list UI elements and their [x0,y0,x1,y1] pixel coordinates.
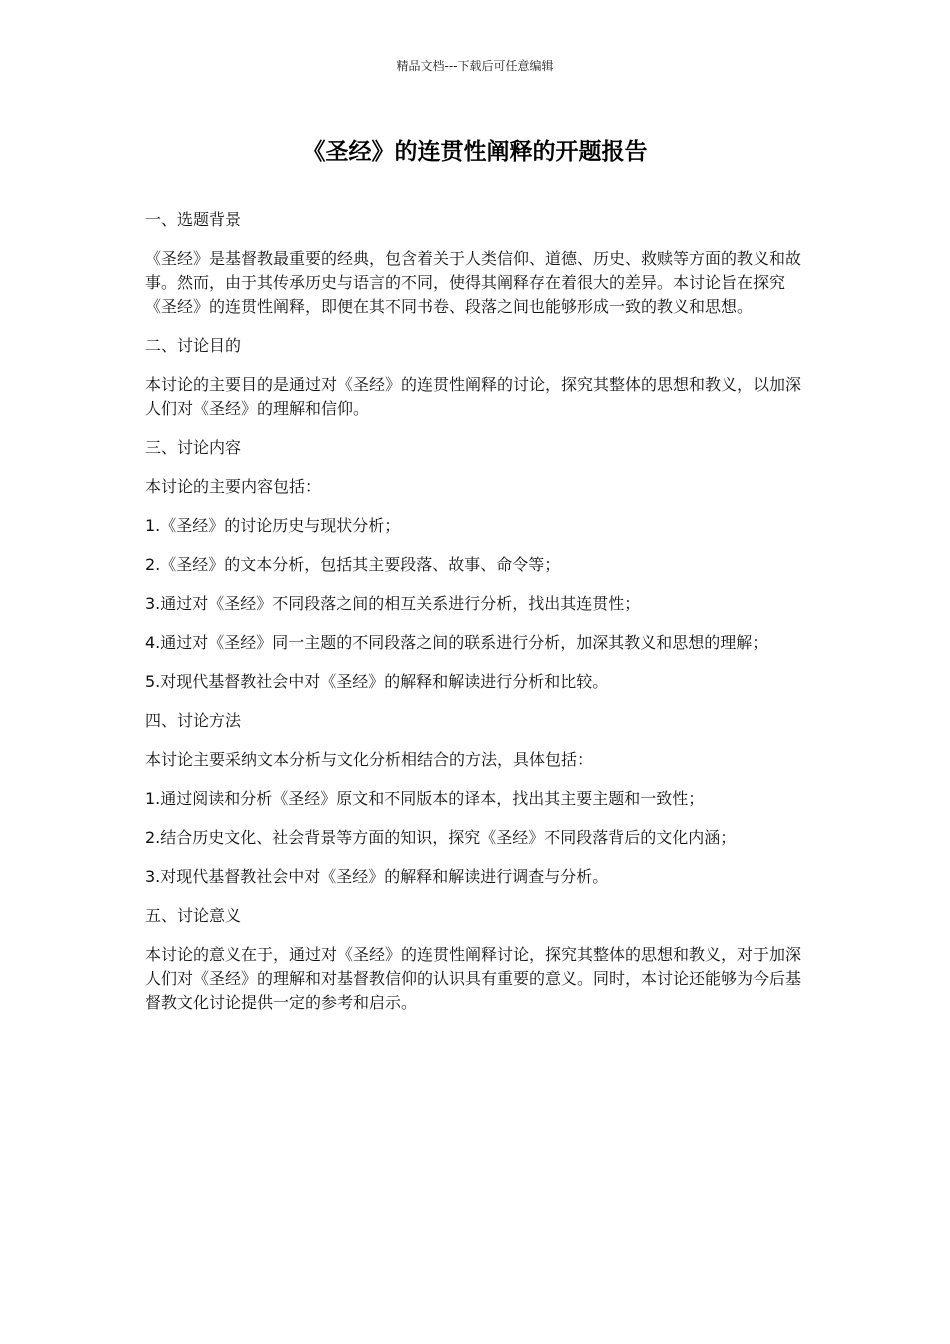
list-item: 1.《圣经》的讨论历史与现状分析； [145,516,401,535]
paragraph: 本讨论主要采纳文本分析与文化分析相结合的方法，具体包括： [145,750,594,769]
document-title: 《圣经》的连贯性阐释的开题报告 [302,139,648,165]
paragraph: 本讨论的意义在于，通过对《圣经》的连贯性阐释讨论，探究其整体的思想和教义，对于加深人们对《圣经》的理解和对基督教信仰的认识具有重要的意义。同时，本讨论还能够为今后基督教文化讨论提供一定的参考和启示。 [145,945,802,1012]
section-heading-content: 三、讨论内容 [145,438,242,457]
list-item: 5.对现代基督教社会中对《圣经》的解释和解读进行分析和比较。 [145,672,609,691]
header-note: 精品文档---下载后可任意编辑 [396,59,554,73]
list-item: 1.通过阅读和分析《圣经》原文和不同版本的译本，找出其主要主题和一致性； [145,789,705,808]
list-item: 4.通过对《圣经》同一主题的不同段落之间的联系进行分析，加深其教义和思想的理解； [145,633,769,652]
paragraph: 本讨论的主要目的是通过对《圣经》的连贯性阐释的讨论，探究其整体的思想和教义，以加深人们对《圣经》的理解和信仰。 [145,375,802,418]
paragraph: 本讨论的主要内容包括： [145,477,322,496]
paragraph: 《圣经》是基督教最重要的经典，包含着关于人类信仰、道德、历史、救赎等方面的教义和故事。然而，由于其传承历史与语言的不同，使得其阐释存在着很大的差异。本讨论旨在探究《圣经》的连贯性阐释，即便在其不同书卷、段落之间也能够形成一致的教义和思想。 [145,249,802,316]
section-heading-significance: 五、讨论意义 [145,906,242,925]
list-item: 2.结合历史文化、社会背景等方面的知识，探究《圣经》不同段落背后的文化内涵； [145,828,737,847]
section-heading-background: 一、选题背景 [145,210,242,229]
section-heading-method: 四、讨论方法 [145,711,242,730]
list-item: 2.《圣经》的文本分析，包括其主要段落、故事、命令等； [145,555,561,574]
list-item: 3.通过对《圣经》不同段落之间的相互关系进行分析，找出其连贯性； [145,594,641,613]
section-heading-purpose: 二、讨论目的 [145,336,242,355]
list-item: 3.对现代基督教社会中对《圣经》的解释和解读进行调查与分析。 [145,867,609,886]
document-body [145,208,810,1030]
